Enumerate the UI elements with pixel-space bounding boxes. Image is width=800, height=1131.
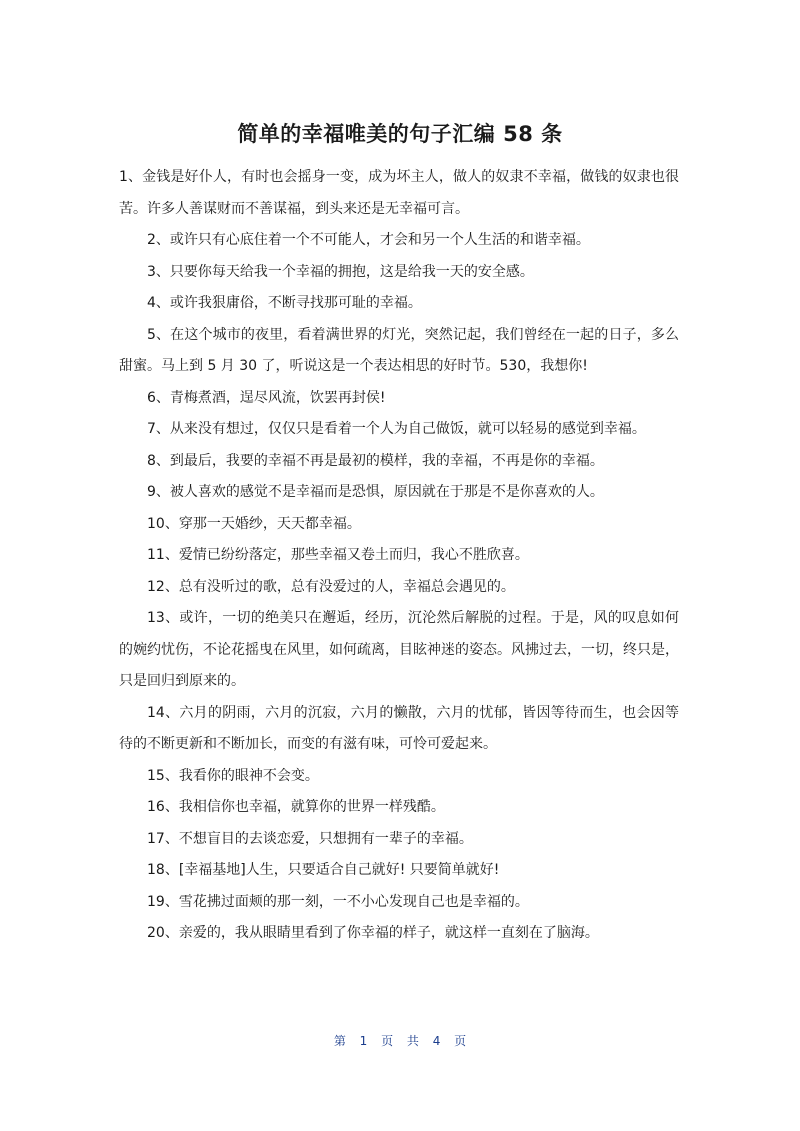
paragraph: 18、[幸福基地]人生，只要适合自己就好! 只要简单就好! [147, 862, 500, 878]
paragraph: 8、到最后，我要的幸福不再是最初的模样，我的幸福，不再是你的幸福。 [147, 452, 604, 469]
paragraph: 14、六月的阴雨，六月的沉寂，六月的懒散，六月的忧郁，皆因等待而生，也会因等待的不断更新和不断加长，而变的有滋有味，可怜可爱起来。 [119, 704, 679, 752]
document-body [119, 162, 679, 950]
paragraph: 20、亲爱的，我从眼睛里看到了你幸福的样子，就这样一直刻在了脑海。 [147, 925, 599, 941]
paragraph: 3、只要你每天给我一个幸福的拥抱，这是给我一天的安全感。 [147, 263, 534, 280]
paragraph: 15、我看你的眼神不会变。 [147, 767, 319, 784]
paragraph: 9、被人喜欢的感觉不是幸福而是恐惧，原因就在于那是不是你喜欢的人。 [147, 484, 604, 500]
paragraph: 19、雪花拂过面颊的那一刻，一不小心发现自己也是幸福的。 [147, 893, 529, 910]
paragraph: 12、总有没听过的歌，总有没爱过的人，幸福总会遇见的。 [147, 578, 515, 595]
paragraph: 11、爱情已纷纷落定，那些幸福又卷土而归，我心不胜欣喜。 [147, 547, 529, 563]
paragraph: 7、从来没有想过，仅仅只是看着一个人为自己做饭，就可以轻易的感觉到幸福。 [147, 421, 646, 437]
page-footer: 第 1 页 共 4 页 [333, 1034, 467, 1048]
paragraph: 16、我相信你也幸福，就算你的世界一样残酷。 [147, 799, 445, 815]
paragraph: 2、或许只有心底住着一个不可能人，才会和另一个人生活的和谐幸福。 [147, 232, 590, 248]
paragraph: 4、或许我狠庸俗，不断寻找那可耻的幸福。 [147, 295, 422, 311]
paragraph: 13、或许，一切的绝美只在邂逅，经历，沉沦然后解脱的过程。于是，风的叹息如何的婉约忧伤，不论花摇曳在风里，如何疏离，目眩神迷的姿态。风拂过去，一切，终只是，只是回归到原来的。 [119, 610, 679, 689]
paragraph: 17、不想盲目的去谈恋爱，只想拥有一辈子的幸福。 [147, 830, 473, 847]
paragraph: 5、在这个城市的夜里，看着满世界的灯光，突然记起，我们曾经在一起的日子，多么甜蜜。马上到 5 月 30 了，听说这是一个表达相思的好时节。530，我想你! [119, 326, 679, 374]
paragraph: 6、青梅煮酒，逞尽风流，饮罢再封侯! [147, 389, 386, 406]
paragraph: 10、穿那一天婚纱，天天都幸福。 [147, 515, 361, 532]
document-title: 简单的幸福唯美的句子汇编 58 条 [237, 122, 563, 146]
paragraph: 1、金钱是好仆人，有时也会摇身一变，成为坏主人，做人的奴隶不幸福，做钱的奴隶也很苦。许多人善谋财而不善谋福，到头来还是无幸福可言。 [119, 169, 679, 217]
